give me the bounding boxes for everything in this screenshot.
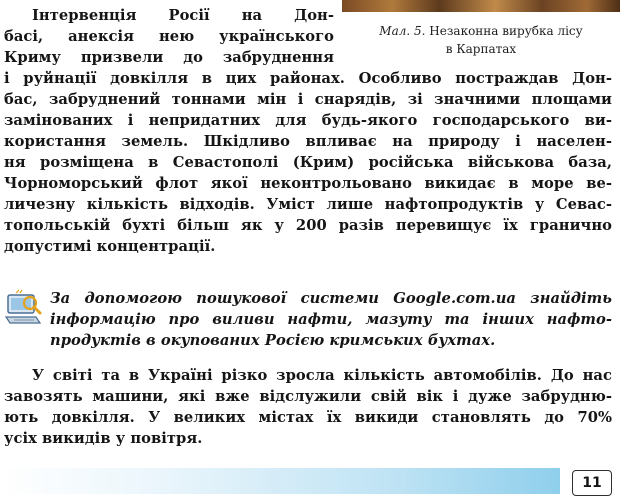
paragraph-line: усіх викидів у повітря. [4,430,203,447]
footer-bar [0,468,560,494]
paragraph-line: допустимі концентрації. [4,238,216,255]
paragraph-line: ють довкілля. У великих містах їх викиди становлять до 70% [4,409,612,426]
task-line: продуктів в окупованих Росією кримських бухтах. [50,332,496,349]
figure-label: Мал. 5. [379,24,426,38]
figure-caption [342,22,620,58]
computer-search-icon [4,289,44,329]
paragraph-line: завозять машини, які вже відслужили свій вік і дуже забрудню- [4,388,612,405]
forest-photo [342,0,620,12]
paragraph-line: Інтервенція Росії на Дон- [32,7,334,24]
paragraph-line: бас, забруднений тоннами мін і снарядів, зі значними площами [4,91,612,108]
paragraph-line: користання земель. Шкідливо впливає на природу і населен- [4,133,612,150]
task-line: інформацію про виливи нафти, мазуту та інших нафто- [50,311,612,328]
paragraph-line: басі, анексія нею українського [4,28,334,45]
paragraph-line: і руйнації довкілля в цих районах. Особливо постраждав Дон- [4,70,612,87]
paragraph-line: топольській бухті більш як у 200 разів перевищує їх гранично [4,217,612,234]
paragraph-line: У світі та в Україні різко зросла кількість автомобілів. До нас [32,367,612,384]
paragraph-line: Криму призвели до забруднення [4,49,334,66]
figure-caption-line1: Незаконна вирубка лісу [429,24,583,38]
paragraph-line: ня розміщена в Севастополі (Крим) російська військова база, [4,154,612,171]
paragraph-line: замінованих і непридатних для будь-якого господарського ви- [4,112,612,129]
paragraph-line: личезну кількість відходів. Уміст лише нафтопродуктів у Севас- [4,196,612,213]
figure-caption-line2: в Карпатах [445,42,517,56]
paragraph-line: Чорноморський флот якої неконтрольовано викидає в море ве- [4,175,612,192]
task-line: За допомогою пошукової системи Google.com.ua знайдіть [50,290,612,307]
page-number: 11 [572,470,612,496]
